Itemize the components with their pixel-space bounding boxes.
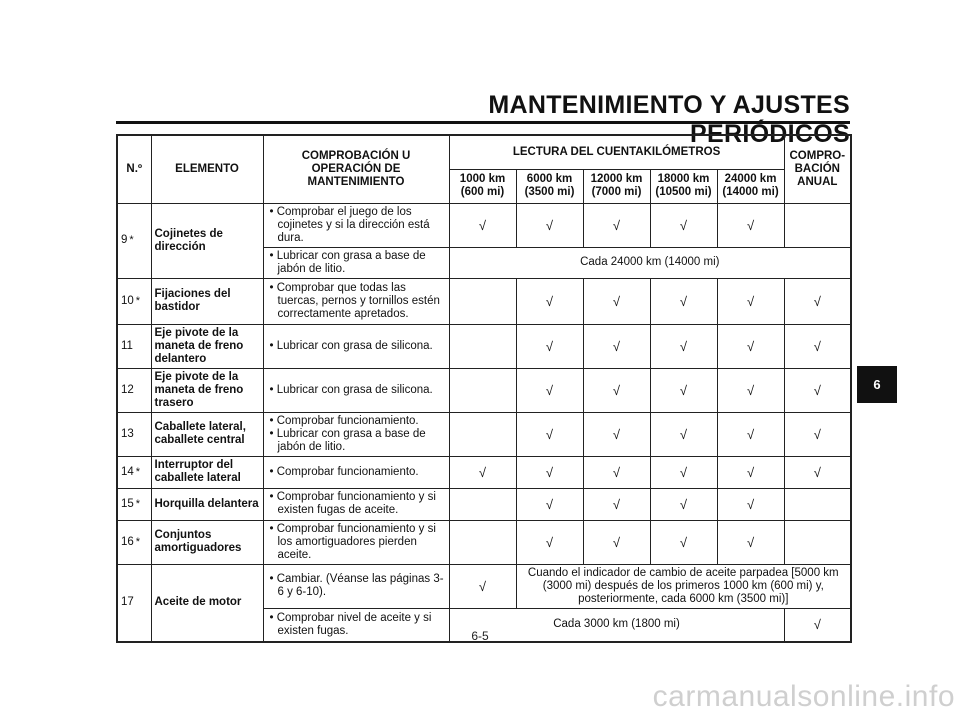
row-operation: • Comprobar que todas las tuercas, pernos y tornillos estén correctamente apretados. xyxy=(269,281,440,320)
check-cell: √ xyxy=(717,278,784,324)
row-number: 9 xyxy=(121,234,128,246)
table-row xyxy=(117,203,851,247)
check-cell: √ xyxy=(717,324,784,368)
check-cell: √ xyxy=(784,368,851,412)
row-element: Caballete lateral, caballete central xyxy=(151,412,263,456)
asterisk: * xyxy=(129,234,134,246)
row-number: 13 xyxy=(121,427,134,440)
row-operation: • Comprobar nivel de aceite y si existen fugas. xyxy=(269,611,432,637)
asterisk: * xyxy=(135,465,141,478)
check-cell: √ xyxy=(784,324,851,368)
maintenance-table xyxy=(116,134,852,643)
row-element: Fijaciones del bastidor xyxy=(151,278,263,324)
check-cell: √ xyxy=(516,278,583,324)
row-element: Conjuntos amortiguadores xyxy=(151,520,263,564)
check-cell: √ xyxy=(650,520,717,564)
table-row xyxy=(117,456,851,488)
check-cell: √ xyxy=(583,488,650,520)
check-cell: √ xyxy=(650,324,717,368)
empty-cell xyxy=(449,368,516,412)
table-row xyxy=(117,520,851,564)
asterisk: * xyxy=(135,535,141,548)
empty-cell xyxy=(784,203,851,247)
check-cell: √ xyxy=(516,488,583,520)
check-cell: √ xyxy=(516,368,583,412)
row-number: 10 xyxy=(121,294,134,307)
check-cell: √ xyxy=(784,278,851,324)
empty-cell xyxy=(449,520,516,564)
table-row xyxy=(117,278,851,324)
check-cell: √ xyxy=(516,412,583,456)
check-cell: √ xyxy=(717,368,784,412)
check-cell: √ xyxy=(650,456,717,488)
row-operation: • Comprobar funcionamiento. xyxy=(269,414,419,427)
check-cell: √ xyxy=(583,203,650,247)
check-cell: √ xyxy=(516,456,583,488)
check-cell: √ xyxy=(583,520,650,564)
check-cell: √ xyxy=(583,412,650,456)
page-title: MANTENIMIENTO Y AJUSTES PERIÓDICOS xyxy=(488,91,850,148)
check-cell: √ xyxy=(784,456,851,488)
interval-note: Cada 3000 km (1800 mi) xyxy=(449,608,784,642)
row-number: 12 xyxy=(121,383,134,396)
row-operation: • Comprobar el juego de los cojinetes y si la dirección está dura. xyxy=(269,205,430,244)
page-number: 6-5 xyxy=(471,629,489,643)
row-element: Eje pivote de la maneta de freno delantero xyxy=(151,324,263,368)
title-rule xyxy=(116,121,850,124)
check-cell: √ xyxy=(449,564,516,608)
empty-cell xyxy=(784,488,851,520)
row-operation: • Cambiar. (Véanse las páginas 3-6 y 6-10). xyxy=(269,573,444,598)
check-cell: √ xyxy=(583,456,650,488)
header-operation: COMPROBACIÓN U OPERACIÓN DE MANTENIMIENTO xyxy=(263,135,449,203)
check-cell: √ xyxy=(516,324,583,368)
chapter-tab[interactable]: 6 xyxy=(857,366,897,403)
interval-note: Cada 24000 km (14000 mi) xyxy=(449,247,851,278)
header-num: N.º xyxy=(117,135,151,203)
check-cell: √ xyxy=(516,203,583,247)
row-number: 16 xyxy=(121,535,134,548)
row-operation: • Lubricar con grasa de silicona. xyxy=(269,383,433,396)
check-cell: √ xyxy=(516,520,583,564)
interval-note: Cuando el indicador de cambio de aceite parpadea [5000 km (3000 mi) después de los primeros 1000 km (600 mi) y, posteriormente, cada 6000 km (3500 mi)] xyxy=(516,564,851,608)
empty-cell xyxy=(784,520,851,564)
table-row xyxy=(117,564,851,608)
header-interval: 24000 km (14000 mi) xyxy=(717,169,784,203)
check-cell: √ xyxy=(449,456,516,488)
row-number: 15 xyxy=(121,497,134,510)
row-element: Horquilla delantera xyxy=(151,488,263,520)
check-cell: √ xyxy=(650,488,717,520)
asterisk: * xyxy=(135,497,141,510)
row-operation: • Comprobar funcionamiento. xyxy=(269,465,419,478)
header-interval: 12000 km (7000 mi) xyxy=(583,169,650,203)
header-interval: 1000 km (600 mi) xyxy=(449,169,516,203)
empty-cell xyxy=(449,278,516,324)
asterisk: * xyxy=(135,294,141,307)
check-cell: √ xyxy=(784,608,851,642)
check-cell: √ xyxy=(717,456,784,488)
row-operation: • Comprobar funcionamiento y si los amortiguadores pierden aceite. xyxy=(269,522,436,561)
check-cell: √ xyxy=(449,203,516,247)
header-element: ELEMENTO xyxy=(151,135,263,203)
row-operation: • Lubricar con grasa a base de jabón de litio. xyxy=(269,427,426,453)
check-cell: √ xyxy=(717,203,784,247)
header-interval: 6000 km (3500 mi) xyxy=(516,169,583,203)
row-operation: • Comprobar funcionamiento y si existen fugas de aceite. xyxy=(269,491,436,516)
header-annual: COMPRO-BACIÓN ANUAL xyxy=(784,135,851,203)
empty-cell xyxy=(449,324,516,368)
empty-cell xyxy=(449,412,516,456)
header-odometer: LECTURA DEL CUENTAKILÓMETROS xyxy=(449,135,784,169)
table-row xyxy=(117,488,851,520)
check-cell: √ xyxy=(583,324,650,368)
check-cell: √ xyxy=(784,412,851,456)
row-element: Cojinetes de dirección xyxy=(151,203,263,278)
row-operation: • Lubricar con grasa a base de jabón de litio. xyxy=(269,249,426,275)
check-cell: √ xyxy=(717,520,784,564)
row-operation: • Lubricar con grasa de silicona. xyxy=(269,339,433,352)
table-row xyxy=(117,368,851,412)
check-cell: √ xyxy=(717,412,784,456)
row-element: Interruptor del caballete lateral xyxy=(151,456,263,488)
table-row xyxy=(117,324,851,368)
header-interval: 18000 km (10500 mi) xyxy=(650,169,717,203)
row-number: 17 xyxy=(121,596,134,609)
row-element: Eje pivote de la maneta de freno trasero xyxy=(151,368,263,412)
check-cell: √ xyxy=(650,412,717,456)
check-cell: √ xyxy=(650,368,717,412)
check-cell: √ xyxy=(717,488,784,520)
empty-cell xyxy=(449,488,516,520)
row-element: Aceite de motor xyxy=(151,564,263,642)
check-cell: √ xyxy=(650,278,717,324)
row-number: 11 xyxy=(121,339,133,352)
watermark: carmanualsonline.info xyxy=(652,680,955,713)
table-row xyxy=(117,412,851,456)
check-cell: √ xyxy=(583,278,650,324)
row-number: 14 xyxy=(121,465,134,478)
check-cell: √ xyxy=(583,368,650,412)
check-cell: √ xyxy=(650,203,717,247)
